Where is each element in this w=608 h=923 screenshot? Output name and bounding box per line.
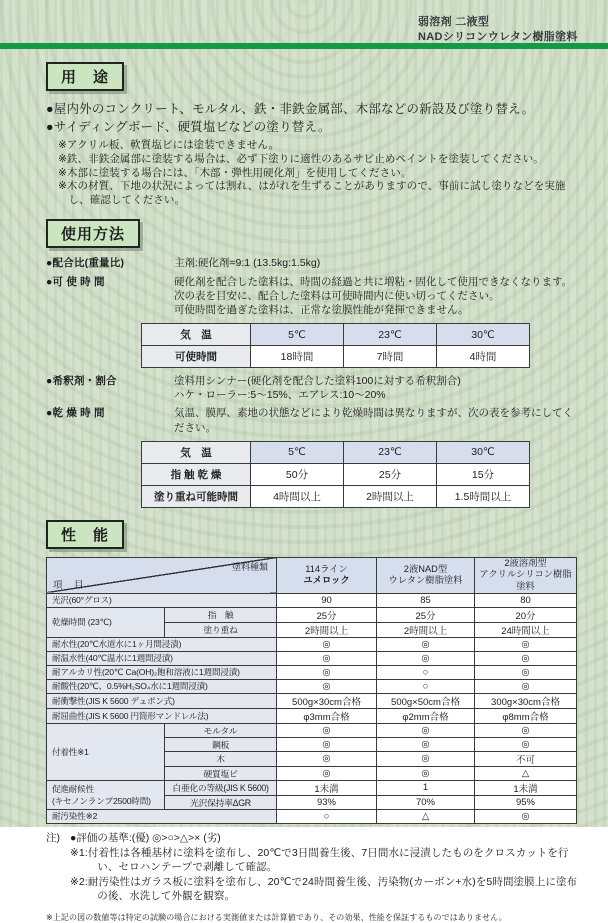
table-row [142, 463, 530, 485]
table-header-cell: 30℃ [437, 324, 530, 346]
product-header-cell [277, 557, 377, 593]
table-cell: ◎ [475, 809, 577, 823]
performance-heading: 性 能 [46, 520, 124, 549]
table-row [47, 679, 577, 693]
evaluation-criteria: ●評価の基準:(優) ◎>○>△>× (劣) [70, 831, 221, 844]
product-name: アクリルシリコン樹脂塗料 [479, 569, 572, 592]
section-method [46, 219, 580, 507]
table-cell: ◎ [277, 751, 377, 766]
table-cell: △ [475, 766, 577, 780]
method-label: ●乾 燥 時 間 [46, 407, 105, 420]
table-cell: ◎ [277, 679, 377, 693]
table-label-cell: 耐アルカリ性(20℃ Ca(OH)₂飽和溶液に1週間浸漬) [47, 665, 277, 679]
table-cell: ◎ [377, 751, 475, 766]
brand-line-product: NADシリコンウレタン樹脂塗料 [418, 30, 578, 43]
table-cell: 25分 [277, 607, 377, 622]
table-sublabel-cell: 白亜化の等級(JIS K 5600) [165, 780, 277, 795]
disclaimer-footnote: ※上記の図の数値等は特定の試験の場合における実測値または計算値であり、その効果、性能を保証するものではありません。 [46, 912, 507, 922]
table-cell: ◎ [475, 679, 577, 693]
table-cell: 1未満 [277, 780, 377, 795]
table-cell: ◎ [277, 766, 377, 780]
content-area [46, 56, 580, 923]
table-cell: 80 [475, 593, 577, 607]
table-cell: △ [377, 809, 475, 823]
table-cell: ◎ [475, 737, 577, 751]
table-label-cell: 付着性※1 [47, 723, 165, 780]
table-sublabel-cell: 硬質塩ビ [165, 766, 277, 780]
corner-top-label: 塗料種類 [231, 561, 268, 572]
product-name: 2液NAD型 [403, 563, 448, 574]
table-cell: φ3mm合格 [277, 708, 377, 723]
table-row [47, 693, 577, 708]
product-name: 114ライン [305, 563, 348, 574]
table-cell: 70% [377, 795, 475, 809]
table-header-cell: 23℃ [344, 324, 437, 346]
table-cell: ◎ [277, 737, 377, 751]
table-row [47, 637, 577, 651]
table-cell: 24時間以上 [475, 622, 577, 637]
table-cell: ◎ [277, 651, 377, 665]
note-asterisk-2: ※2:耐汚染性はガラス板に塗料を塗布し、20℃で24時間養生後、汚染物(カーボン+水)を5時間塗膜上に塗布の後、水洗して外観を観察。 [70, 876, 578, 903]
table-sublabel-cell: モルタル [165, 723, 277, 737]
table-cell: 18時間 [251, 346, 344, 368]
method-label: ●配合比(重量比) [46, 257, 125, 270]
note-body [70, 831, 580, 904]
table-cell: ◎ [377, 651, 475, 665]
section-performance [46, 520, 580, 923]
brand-line-type: 弱溶剤 二液型 [418, 16, 490, 28]
divider-bar [0, 43, 608, 49]
table-cell: 50分 [251, 463, 344, 485]
usage-note: ※木の材質、下地の状況によっては割れ、はがれを生ずることがありますので、事前に試し塗りなどを実施し、確認してください。 [58, 180, 566, 206]
table-label-cell: 耐水性(20℃水道水に1ヶ月間浸漬) [47, 637, 277, 651]
table-sublabel-cell: 木 [165, 751, 277, 766]
table-cell: ◎ [377, 737, 475, 751]
table-cell: 90 [277, 593, 377, 607]
table-cell: 500g×50cm合格 [377, 693, 475, 708]
table-cell: ◎ [277, 665, 377, 679]
table-row [47, 665, 577, 679]
table-sublabel-cell: 塗り重ね [165, 622, 277, 637]
table-cell: 1 [377, 780, 475, 795]
table-label-cell [47, 780, 165, 809]
table-row [47, 607, 577, 622]
table-sublabel-cell: 光沢保持率ΔGR [165, 795, 277, 809]
table-sublabel-cell: 鋼板 [165, 737, 277, 751]
table-cell: ◎ [277, 723, 377, 737]
table-cell: ○ [377, 679, 475, 693]
table-cell: ◎ [377, 766, 475, 780]
table-row [47, 708, 577, 723]
method-label: ●希釈剤・割合 [46, 375, 117, 388]
method-text: 主剤:硬化剤=9:1 (13.5kg:1.5kg) [174, 257, 321, 270]
table-cell: ◎ [277, 637, 377, 651]
table-cell: 2時間以上 [344, 485, 437, 507]
table-cell: φ2mm合格 [377, 708, 475, 723]
table-label-cell: 塗り重ね可能時間 [142, 485, 251, 507]
product-name: ウレタン樹脂塗料 [388, 575, 463, 586]
method-text-line: 次の表を目安に、配合した塗料は可使時間内に使い切ってください。 [174, 289, 500, 302]
usage-heading: 用 途 [46, 62, 124, 91]
method-row-drying [46, 406, 580, 434]
usage-bullets [46, 100, 580, 136]
method-text [174, 374, 580, 402]
table-label-cell: 耐温水性(40℃温水に1週間浸漬) [47, 651, 277, 665]
table-header-cell: 5℃ [251, 324, 344, 346]
table-label-cell: 耐汚染性※2 [47, 809, 277, 823]
table-cell: 95% [475, 795, 577, 809]
table-row [142, 346, 530, 368]
table-cell: 85 [377, 593, 475, 607]
method-heading: 使用方法 [46, 219, 140, 248]
product-name: ユメロック [303, 575, 350, 586]
table-cell: 不可 [475, 751, 577, 766]
method-row-pot-life [46, 275, 580, 318]
table-label-cell: 耐衝撃性(JIS K 5600 デュポン式) [47, 693, 277, 708]
table-cell: 93% [277, 795, 377, 809]
table-row [142, 324, 530, 346]
table-cell: ◎ [377, 637, 475, 651]
note-row [46, 831, 580, 904]
brand-header [418, 15, 578, 45]
table-row [47, 723, 577, 737]
table-cell: 2時間以上 [377, 622, 475, 637]
product-header-cell [377, 557, 475, 593]
method-text [174, 275, 580, 318]
table-corner-cell [47, 557, 277, 593]
table-cell: 4時間 [437, 346, 530, 368]
table-cell: 500g×30cm合格 [277, 693, 377, 708]
table-cell: 25分 [344, 463, 437, 485]
table-cell: ◎ [475, 723, 577, 737]
table-row [47, 809, 577, 823]
table-cell: 1.5時間以上 [437, 485, 530, 507]
label-line: 促進耐候性 [52, 783, 94, 794]
table-cell: ◎ [475, 637, 577, 651]
method-rows [46, 256, 580, 507]
table-header-cell: 23℃ [344, 441, 437, 463]
performance-notes [46, 831, 580, 904]
product-header-cell [475, 557, 577, 593]
method-row-mix-ratio [46, 256, 580, 270]
usage-bullet: ●屋内外のコンクリート、モルタル、鉄・非鉄金属部、木部などの新設及び塗り替え。 [46, 102, 535, 116]
note-prefix: 注) [46, 831, 60, 844]
table-row [47, 557, 577, 593]
method-text-line: 硬化剤を配合した塗料は、時間の経過と共に増粘・固化して使用できなくなります。 [174, 275, 573, 288]
usage-notes [46, 139, 580, 207]
label-line: (キセノンランプ2500時間) [52, 795, 151, 806]
table-label-cell: 光沢(60°グロス) [47, 593, 277, 607]
table-cell: 7時間 [344, 346, 437, 368]
section-usage [46, 62, 580, 207]
table-cell: ○ [377, 665, 475, 679]
method-row-thinner [46, 374, 580, 402]
table-cell: 15分 [437, 463, 530, 485]
table-cell: φ8mm合格 [475, 708, 577, 723]
method-text: 気温、膜厚、素地の状態などにより乾燥時間は異なりますが、次の表を参考にしてください。 [174, 407, 573, 434]
method-text-line: 可使時間を過ぎた塗料は、正常な塗膜性能が発揮できません。 [174, 303, 469, 316]
corner-bottom-label: 項 目 [53, 579, 85, 591]
table-header-cell: 5℃ [251, 441, 344, 463]
table-row [142, 485, 530, 507]
table-label-cell: 指 触 乾 燥 [142, 463, 251, 485]
table-cell: 300g×30cm合格 [475, 693, 577, 708]
table-header-cell: 気 温 [142, 324, 251, 346]
usage-bullet: ●サイディングボード、硬質塩ビなどの塗り替え。 [46, 120, 331, 135]
table-row [47, 780, 577, 795]
usage-note: ※鉄、非鉄金属部に塗装する場合は、必ず下塗りに適性のあるサビ止めペイントを塗装してください。 [58, 152, 544, 165]
pot-life-table [141, 323, 530, 368]
table-cell: ◎ [475, 651, 577, 665]
table-cell: 25分 [377, 607, 475, 622]
table-row [47, 593, 577, 607]
table-label-cell: 耐屈曲性(JIS K 5600 円筒形マンドレル法) [47, 708, 277, 723]
table-cell: 20分 [475, 607, 577, 622]
method-text-line: 塗料用シンナー(硬化剤を配合した塗料100に対する希釈割合) [174, 375, 461, 388]
table-row [47, 651, 577, 665]
table-cell: ◎ [377, 723, 475, 737]
table-label-cell: 可使時間 [142, 346, 251, 368]
drying-time-table [141, 441, 530, 508]
method-label: ●可 使 時 間 [46, 275, 105, 288]
usage-note: ※木部に塗装する場合には、「木部・弾性用硬化剤」を使用してください。 [58, 166, 412, 179]
table-header-cell: 気 温 [142, 441, 251, 463]
table-cell: 1未満 [475, 780, 577, 795]
table-sublabel-cell: 指 触 [165, 607, 277, 622]
method-text-line: ハケ・ローラー:5〜15%、エアレス:10〜20% [174, 389, 386, 402]
table-label-cell: 乾燥時間 (23℃) [47, 607, 165, 637]
note-asterisk-1: ※1:付着性は各種基材に塗料を塗布し、20℃で3日間養生後、7日間水に浸漬したものをクロスカットを行い、セロハンテープで剥離して確認。 [70, 846, 569, 873]
table-header-cell: 30℃ [437, 441, 530, 463]
table-row [142, 441, 530, 463]
table-cell: ◎ [475, 665, 577, 679]
performance-table [46, 557, 577, 824]
table-cell: 2時間以上 [277, 622, 377, 637]
usage-note: ※アクリル板、軟質塩ビには塗装できません。 [58, 139, 280, 152]
table-cell: ○ [277, 809, 377, 823]
table-cell: 4時間以上 [251, 485, 344, 507]
product-name: 2液溶剤型 [504, 557, 547, 568]
table-label-cell: 耐酸性(20℃、0.5%H₂SO₄水に1週間浸漬) [47, 679, 277, 693]
